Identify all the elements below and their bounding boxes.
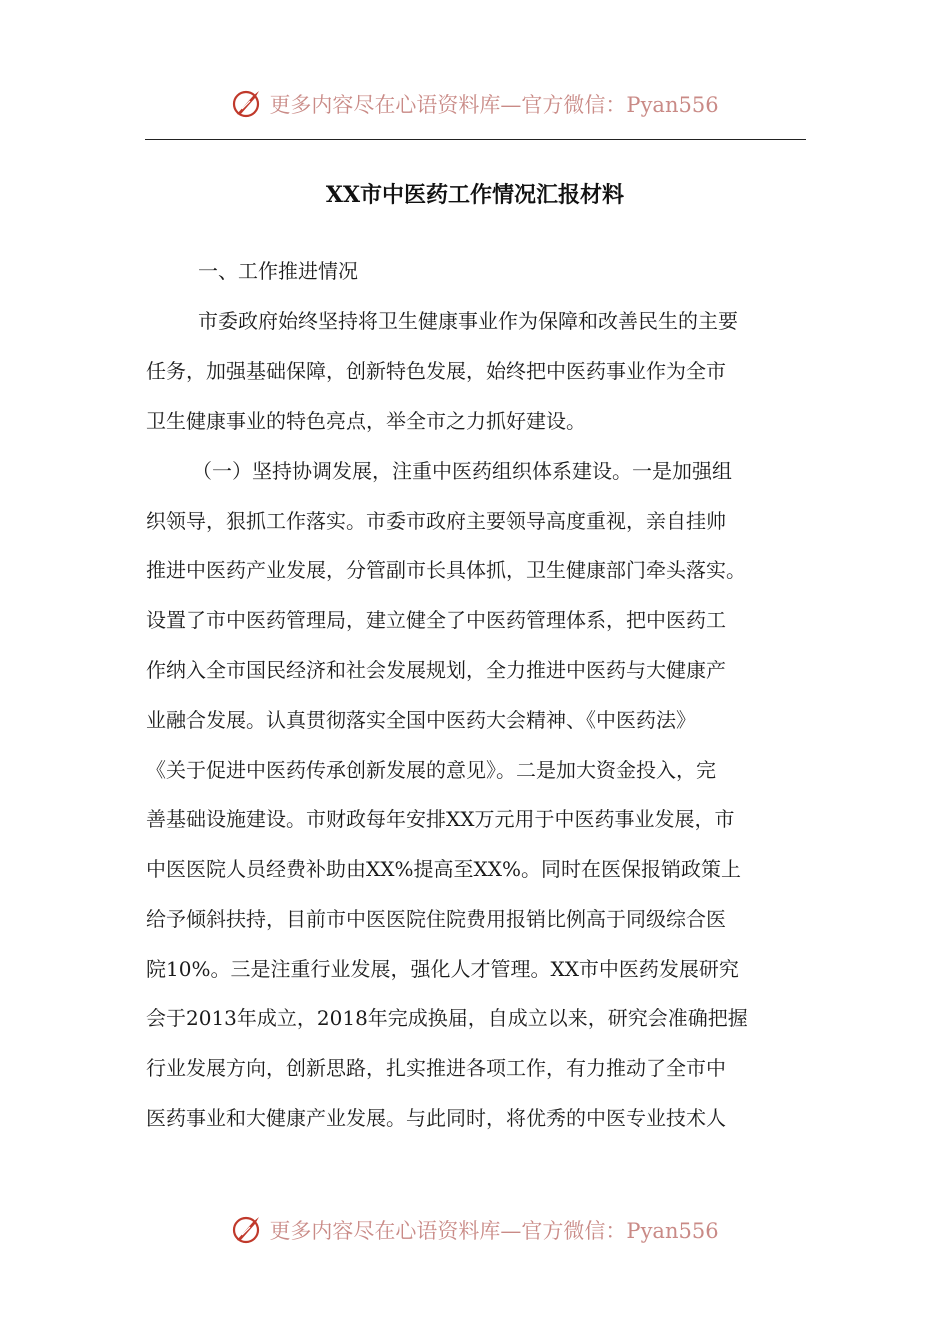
- body-line: 院10%。三是注重行业发展，强化人才管理。XX市中医药发展研究: [146, 957, 739, 981]
- body-line: 市委政府始终坚持将卫生健康事业作为保障和改善民生的主要: [198, 309, 738, 333]
- body-line: 给予倾斜扶持，目前市中医医院住院费用报销比例高于同级综合医: [146, 907, 726, 931]
- body-line: 会于2013年成立，2018年完成换届，自成立以来，研究会准确把握: [146, 1006, 748, 1030]
- body-line: 《关于促进中医药传承创新发展的意见》。二是加大资金投入，完: [146, 758, 716, 782]
- body-line: 设置了市中医药管理局，建立健全了中医药管理体系，把中医药工: [146, 608, 726, 632]
- header-banner-text: 更多内容尽在心语资料库—官方微信：Pyan556: [269, 93, 719, 117]
- section-heading: 一、工作推进情况: [198, 259, 358, 283]
- body-line: 卫生健康事业的特色亮点，举全市之力抓好建设。: [146, 409, 586, 433]
- body-line: 推进中医药产业发展，分管副市长具体抓，卫生健康部门牵头落实。: [146, 558, 746, 582]
- body-line: 善基础设施建设。市财政每年安排XX万元用于中医药事业发展，市: [146, 807, 735, 831]
- footer-banner-text: 更多内容尽在心语资料库—官方微信：Pyan556: [269, 1219, 719, 1243]
- body-line: （一）坚持协调发展，注重中医药组织体系建设。一是加强组: [192, 459, 732, 483]
- body-line: 中医医院人员经费补助由XX%提高至XX%。同时在医保报销政策上: [146, 857, 741, 881]
- body-line: 织领导，狠抓工作落实。市委市政府主要领导高度重视，亲自挂帅: [146, 509, 726, 533]
- body-line: 作纳入全市国民经济和社会发展规划，全力推进中医药与大健康产: [146, 658, 726, 682]
- quill-pen-logo-icon: [231, 87, 265, 121]
- document-title: XX市中医药工作情况汇报材料: [325, 182, 625, 208]
- body-line: 任务，加强基础保障，创新特色发展，始终把中医药事业作为全市: [146, 359, 726, 383]
- header-divider: [145, 139, 806, 140]
- body-line: 业融合发展。认真贯彻落实全国中医药大会精神、《中医药法》: [146, 708, 696, 732]
- body-line: 行业发展方向，创新思路，扎实推进各项工作，有力推动了全市中: [146, 1056, 726, 1080]
- quill-pen-logo-icon: [231, 1213, 265, 1247]
- body-line: 医药事业和大健康产业发展。与此同时，将优秀的中医专业技术人: [146, 1106, 726, 1130]
- header-banner: [0, 84, 950, 124]
- footer-banner: [0, 1210, 950, 1250]
